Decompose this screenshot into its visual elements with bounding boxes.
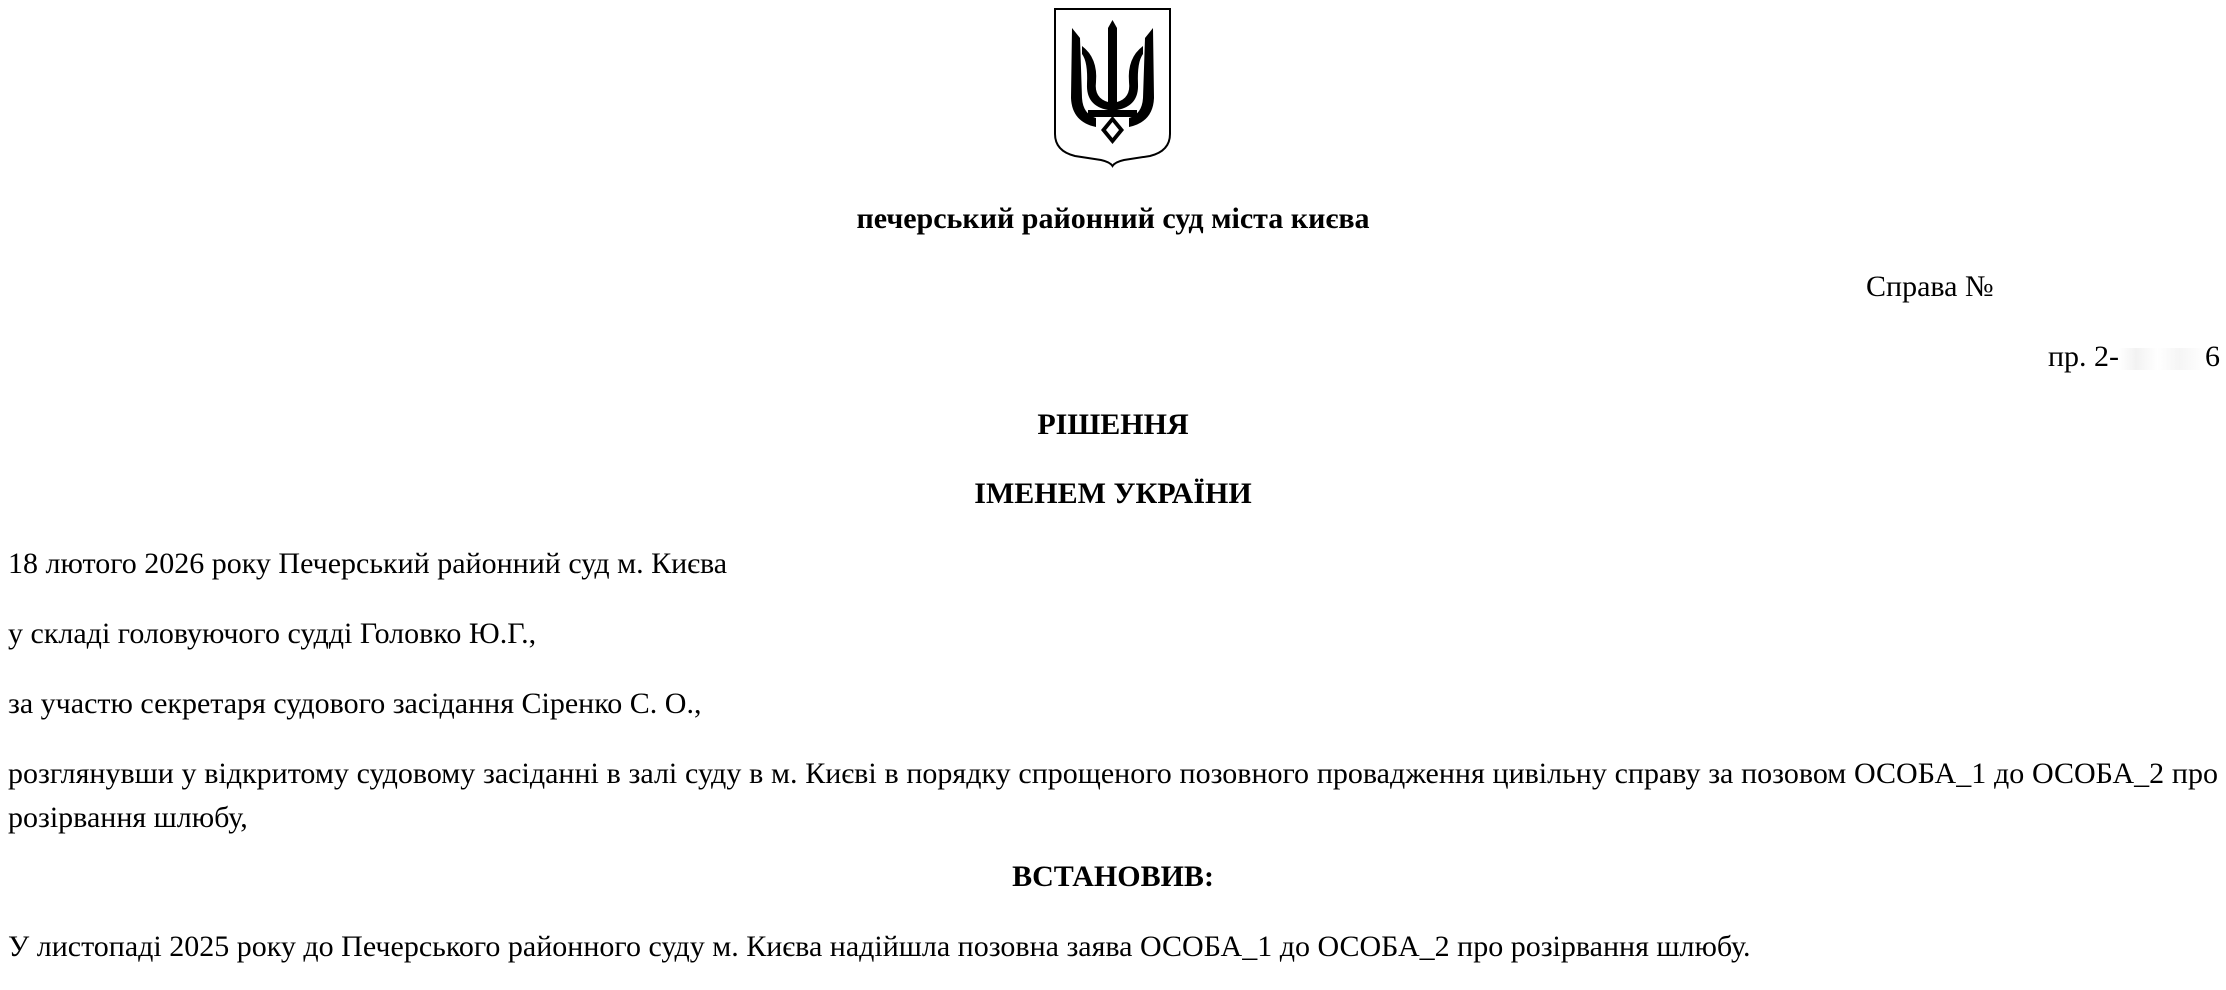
redacted-area (2119, 348, 2205, 370)
established-heading: ВСТАНОВИВ: (1012, 860, 1214, 893)
document-subtitle: ІМЕНЕМ УКРАЇНИ (974, 477, 1252, 510)
paragraph-case-review: розглянувши у відкритому судовому засіданні в залі суду в м. Києві в порядку спрощеного позовного провадження цивільну справу за позовом ОСОБА_1 до ОСОБА_2 про розірвання шлюбу, (8, 757, 2218, 834)
paragraph-date-court: 18 лютого 2026 року Печерський районний суд м. Києва (8, 547, 728, 580)
paragraph-secretary: за участю секретаря судового засідання Сіренко С. О., (8, 687, 702, 720)
paragraph-claim-filed: У листопаді 2025 року до Печерського районного суду м. Києва надійшла позовна заява ОСОБА_1 до ОСОБА_2 про розірвання шлюбу. (8, 930, 1751, 963)
proceeding-number-tail: 6 (2205, 340, 2220, 373)
case-number-label: Справа № (1866, 270, 1994, 303)
proceeding-number (2048, 335, 2220, 379)
paragraph-presiding-judge: у складі головуючого судді Головко Ю.Г., (8, 617, 537, 650)
court-name: печерський районний суд міста києва (856, 202, 1370, 235)
proceeding-number-label: пр. 2- (2047, 340, 2119, 373)
case-number (1866, 265, 1994, 309)
coat-of-arms-of-ukraine-icon (1052, 6, 1173, 168)
document-title: РІШЕННЯ (1037, 408, 1189, 441)
